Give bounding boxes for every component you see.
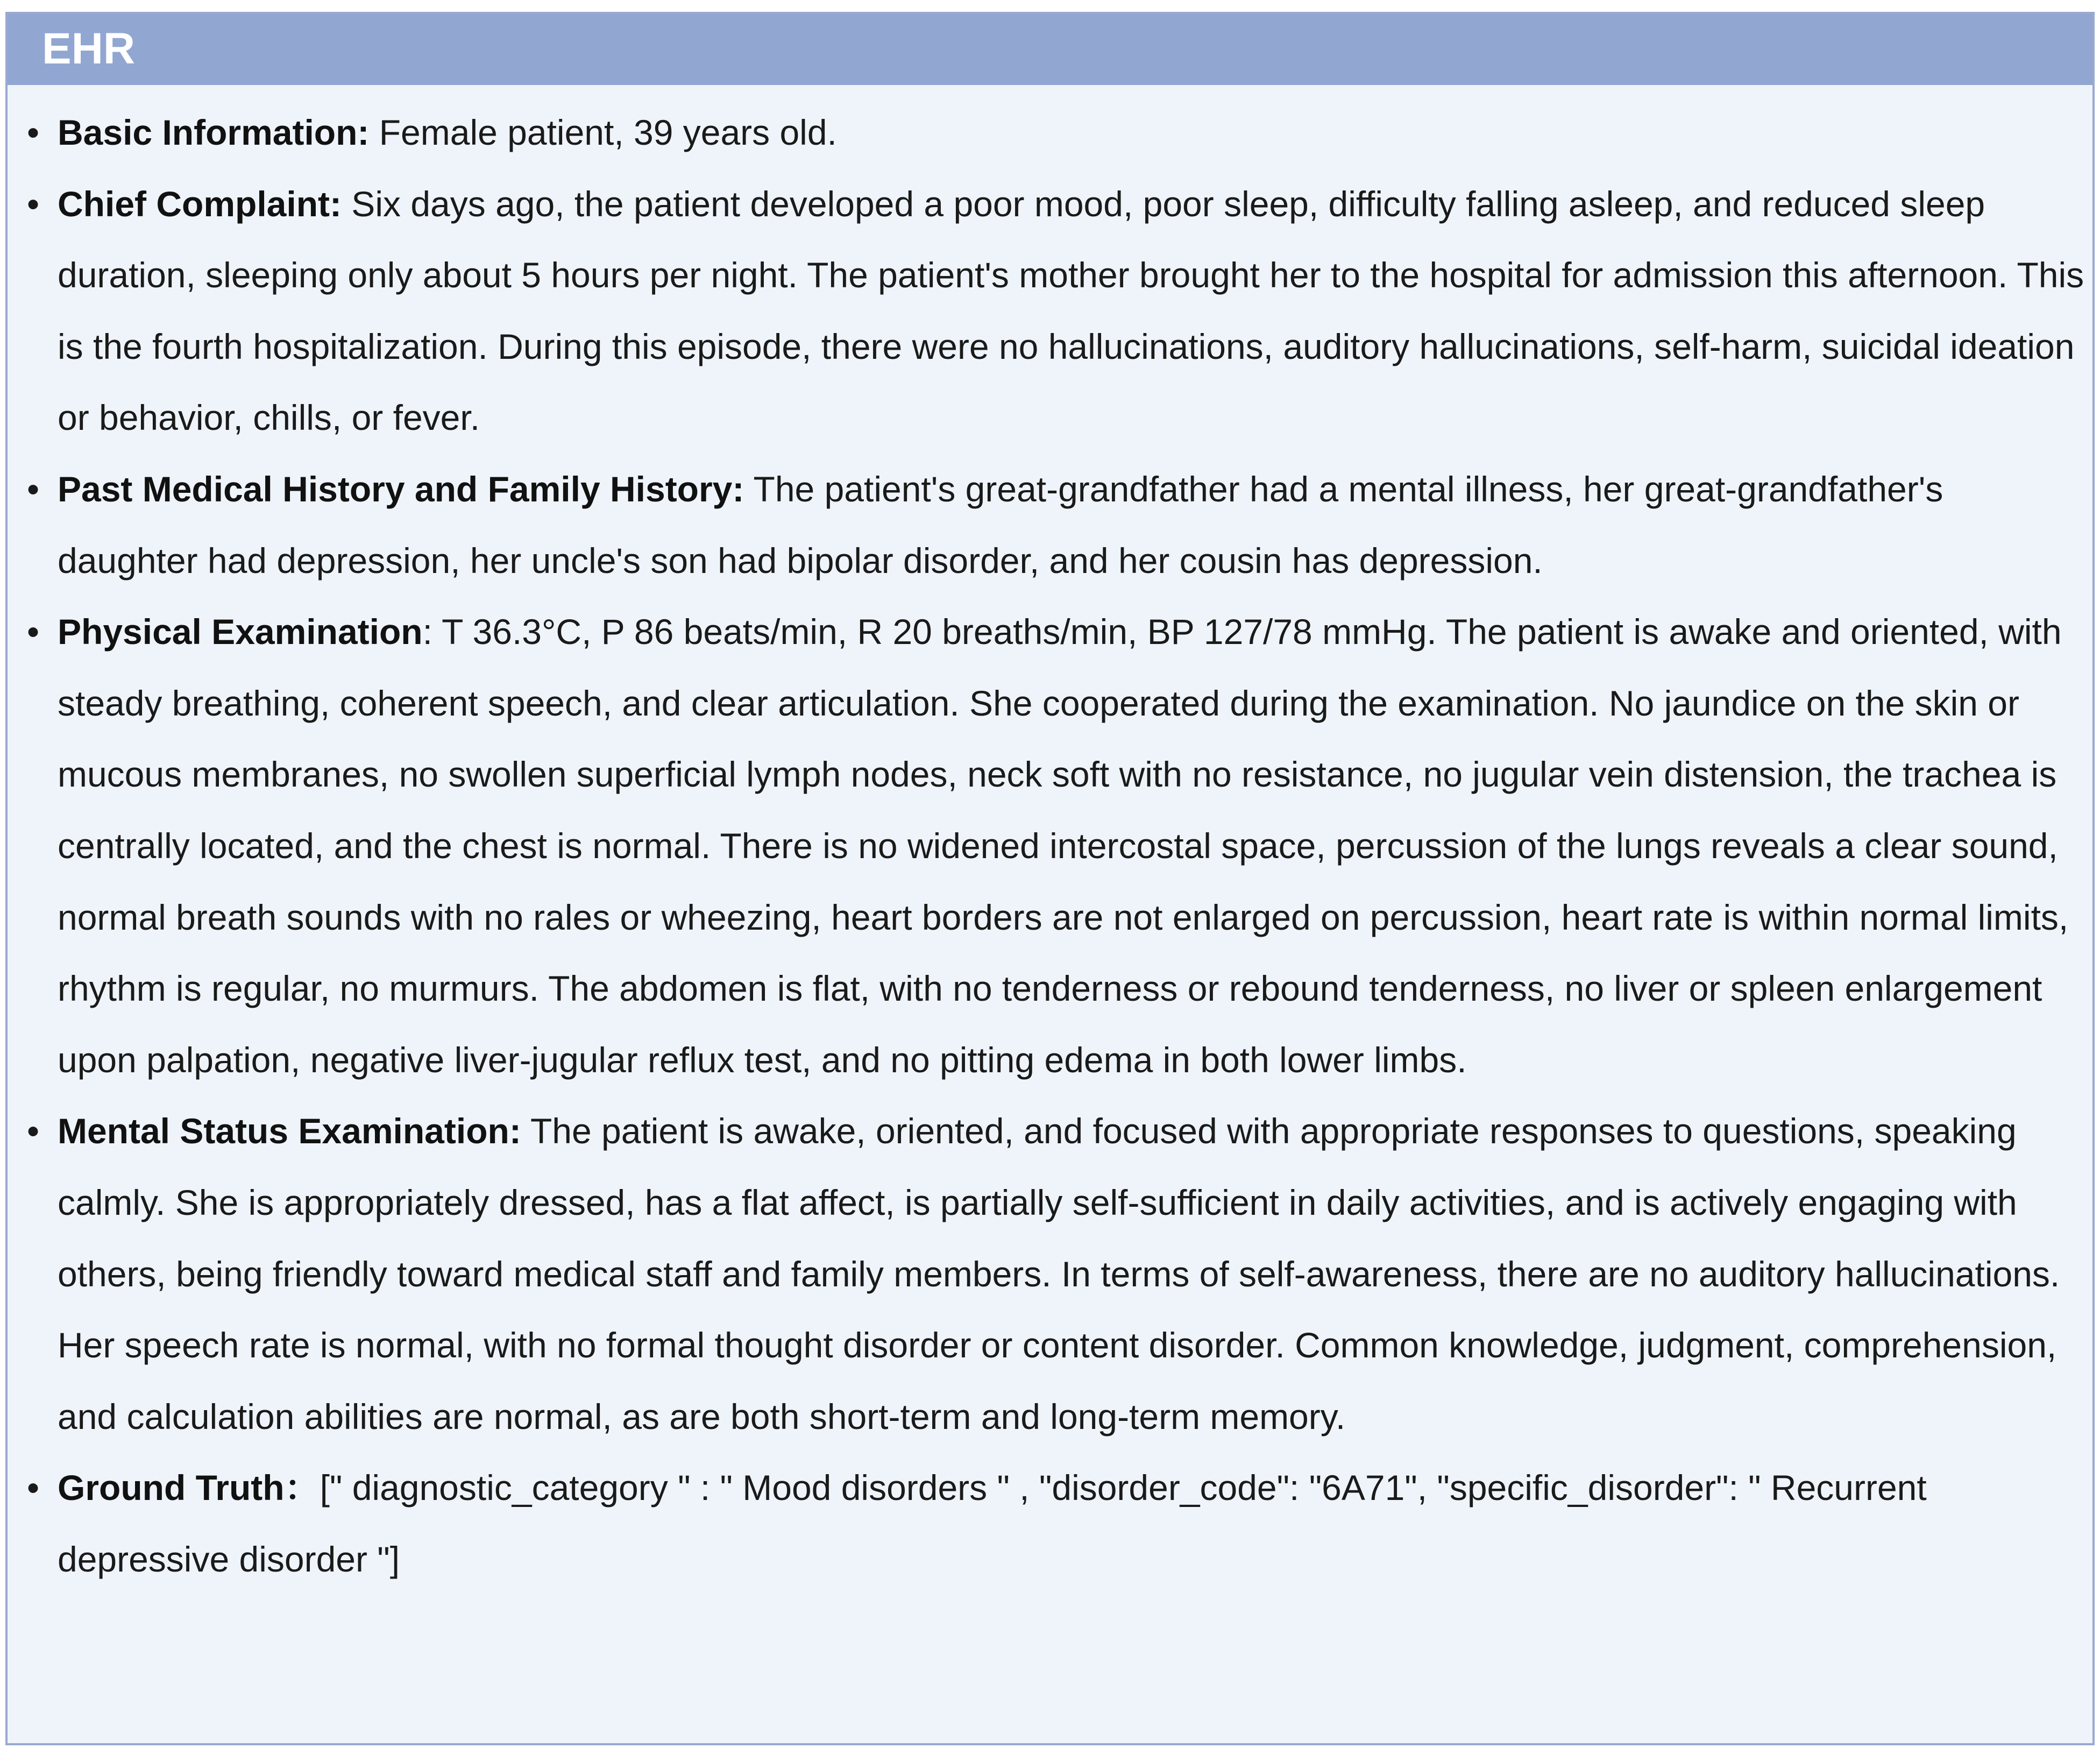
item-label: Chief Complaint: bbox=[58, 183, 342, 224]
item-label: Past Medical History and Family History: bbox=[58, 469, 744, 509]
item-mental-status-examination bbox=[8, 1095, 2092, 1452]
item-text: The patient is awake, oriented, and focused with appropriate responses to questions, speaking calmly. She is appropriately dressed, has a flat affect, is partially self-sufficient in daily activities, and is actively engaging with others, being friendly toward medical staff and family members. In terms of self-awareness, there are no auditory hallucinations. Her speech rate is normal, with no formal thought disorder or content disorder. Common knowledge, judgment, comprehension, and calculation abilities are normal, as are both short-term and long-term memory. bbox=[58, 1111, 2060, 1436]
bullet-icon: • bbox=[27, 1111, 40, 1151]
item-chief-complaint bbox=[8, 168, 2092, 454]
ehr-item-list bbox=[8, 97, 2092, 1595]
bullet-icon: • bbox=[27, 612, 40, 652]
card-title: EHR bbox=[42, 24, 136, 73]
item-past-medical-family-history bbox=[8, 454, 2092, 596]
item-text: [" diagnostic_category " : " Mood disorders " , "disorder_code": "6A71", "specific_disorder": " Recurrent depressive disorder "] bbox=[58, 1468, 1927, 1579]
bullet-icon: • bbox=[27, 183, 40, 224]
item-label: Physical Examination bbox=[58, 612, 423, 652]
item-text: : T 36.3°C, P 86 beats/min, R 20 breaths/min, BP 127/78 mmHg. The patient is awake and oriented, with steady breathing, coherent speech, and clear articulation. She cooperated during the examination. No jaundice on the skin or mucous membranes, no swollen superficial lymph nodes, neck soft with no resistance, no jugular vein distension, the trachea is centrally located, and the chest is normal. There is no widened intercostal space, percussion of the lungs reveals a clear sound, normal breath sounds with no rales or wheezing, heart borders are not enlarged on percussion, heart rate is within normal limits, rhythm is regular, no murmurs. The abdomen is flat, with no tenderness or rebound tenderness, no liver or spleen enlargement upon palpation, negative liver-jugular reflux test, and no pitting edema in both lower limbs. bbox=[58, 612, 2069, 1080]
item-label: Ground Truth： bbox=[58, 1468, 320, 1508]
card-header bbox=[8, 14, 2092, 85]
item-text: Female patient, 39 years old. bbox=[369, 112, 837, 152]
bullet-icon: • bbox=[27, 112, 40, 152]
item-physical-examination bbox=[8, 596, 2092, 1095]
item-label: Mental Status Examination: bbox=[58, 1111, 521, 1151]
item-text: The patient's great-grandfather had a mental illness, her great-grandfather's daughter had depression, her uncle's son had bipolar disorder, and her cousin has depression. bbox=[58, 469, 1943, 581]
item-text: Six days ago, the patient developed a poor mood, poor sleep, difficulty falling asleep, and reduced sleep duration, sleeping only about 5 hours per night. The patient's mother brought her to the hospital for admission this afternoon. This is the fourth hospitalization. During this episode, there were no hallucinations, auditory hallucinations, self-harm, suicidal ideation or behavior, chills, or fever. bbox=[58, 183, 2084, 438]
bullet-icon: • bbox=[27, 1468, 40, 1508]
item-basic-information bbox=[8, 97, 2092, 168]
bullet-icon: • bbox=[27, 469, 40, 509]
ehr-card bbox=[5, 12, 2095, 1745]
item-ground-truth bbox=[8, 1452, 2092, 1595]
item-label: Basic Information: bbox=[58, 112, 370, 152]
